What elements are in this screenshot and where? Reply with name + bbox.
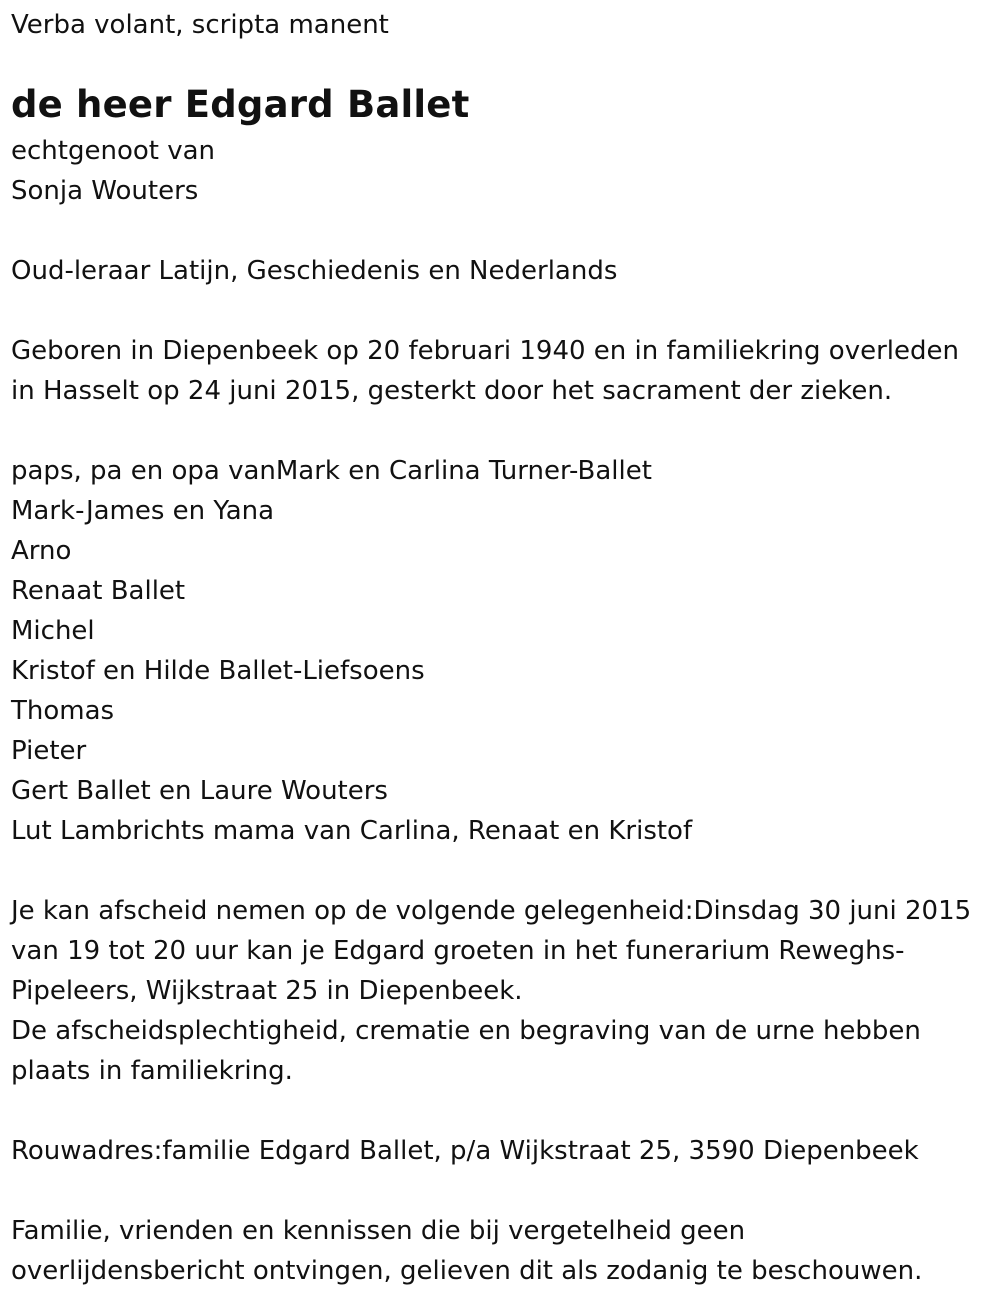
closing-paragraph [11, 1211, 991, 1291]
family-member: Gert Ballet en Laure Wouters [11, 776, 388, 806]
profession: Oud-leraar Latijn, Geschiedenis en Nederlands [11, 256, 618, 286]
family-member: paps, pa en opa vanMark en Carlina Turner-Ballet [11, 456, 652, 486]
deceased-name: de heer Edgard Ballet [11, 83, 470, 126]
spouse-name: Sonja Wouters [11, 176, 199, 206]
family-member: Renaat Ballet [11, 576, 186, 606]
mourning-address: Rouwadres:familie Edgard Ballet, p/a Wijkstraat 25, 3590 Diepenbeek [11, 1136, 919, 1166]
farewell-line: van 19 tot 20 uur kan je Edgard groeten in het funerarium Reweghs- [11, 936, 905, 966]
family-member: Lut Lambrichts mama van Carlina, Renaat en Kristof [11, 816, 693, 846]
family-member: Mark-James en Yana [11, 496, 275, 526]
farewell-line: Pipeleers, Wijkstraat 25 in Diepenbeek. [11, 976, 523, 1006]
family-member: Pieter [11, 736, 87, 766]
closing-line: Familie, vrienden en kennissen die bij vergetelheid geen [11, 1216, 746, 1246]
birth-death-paragraph [11, 331, 991, 411]
farewell-paragraph [11, 891, 991, 1091]
closing-line: overlijdensbericht ontvingen, gelieven dit als zodanig te beschouwen. [11, 1256, 923, 1286]
motto: Verba volant, scripta manent [11, 10, 389, 40]
family-list [11, 451, 991, 851]
obituary-notice [11, 5, 991, 1291]
family-member: Kristof en Hilde Ballet-Liefsoens [11, 656, 425, 686]
farewell-line: Je kan afscheid nemen op de volgende gelegenheid:Dinsdag 30 juni 2015 [11, 896, 972, 926]
family-member: Arno [11, 536, 72, 566]
farewell-line: plaats in familiekring. [11, 1056, 293, 1086]
family-member: Michel [11, 616, 95, 646]
relation-label: echtgenoot van [11, 136, 216, 166]
farewell-line: De afscheidsplechtigheid, crematie en begraving van de urne hebben [11, 1016, 921, 1046]
birth-death-line: in Hasselt op 24 juni 2015, gesterkt door het sacrament der zieken. [11, 376, 893, 406]
family-member: Thomas [11, 696, 115, 726]
birth-death-line: Geboren in Diepenbeek op 20 februari 1940 en in familiekring overleden [11, 336, 959, 366]
